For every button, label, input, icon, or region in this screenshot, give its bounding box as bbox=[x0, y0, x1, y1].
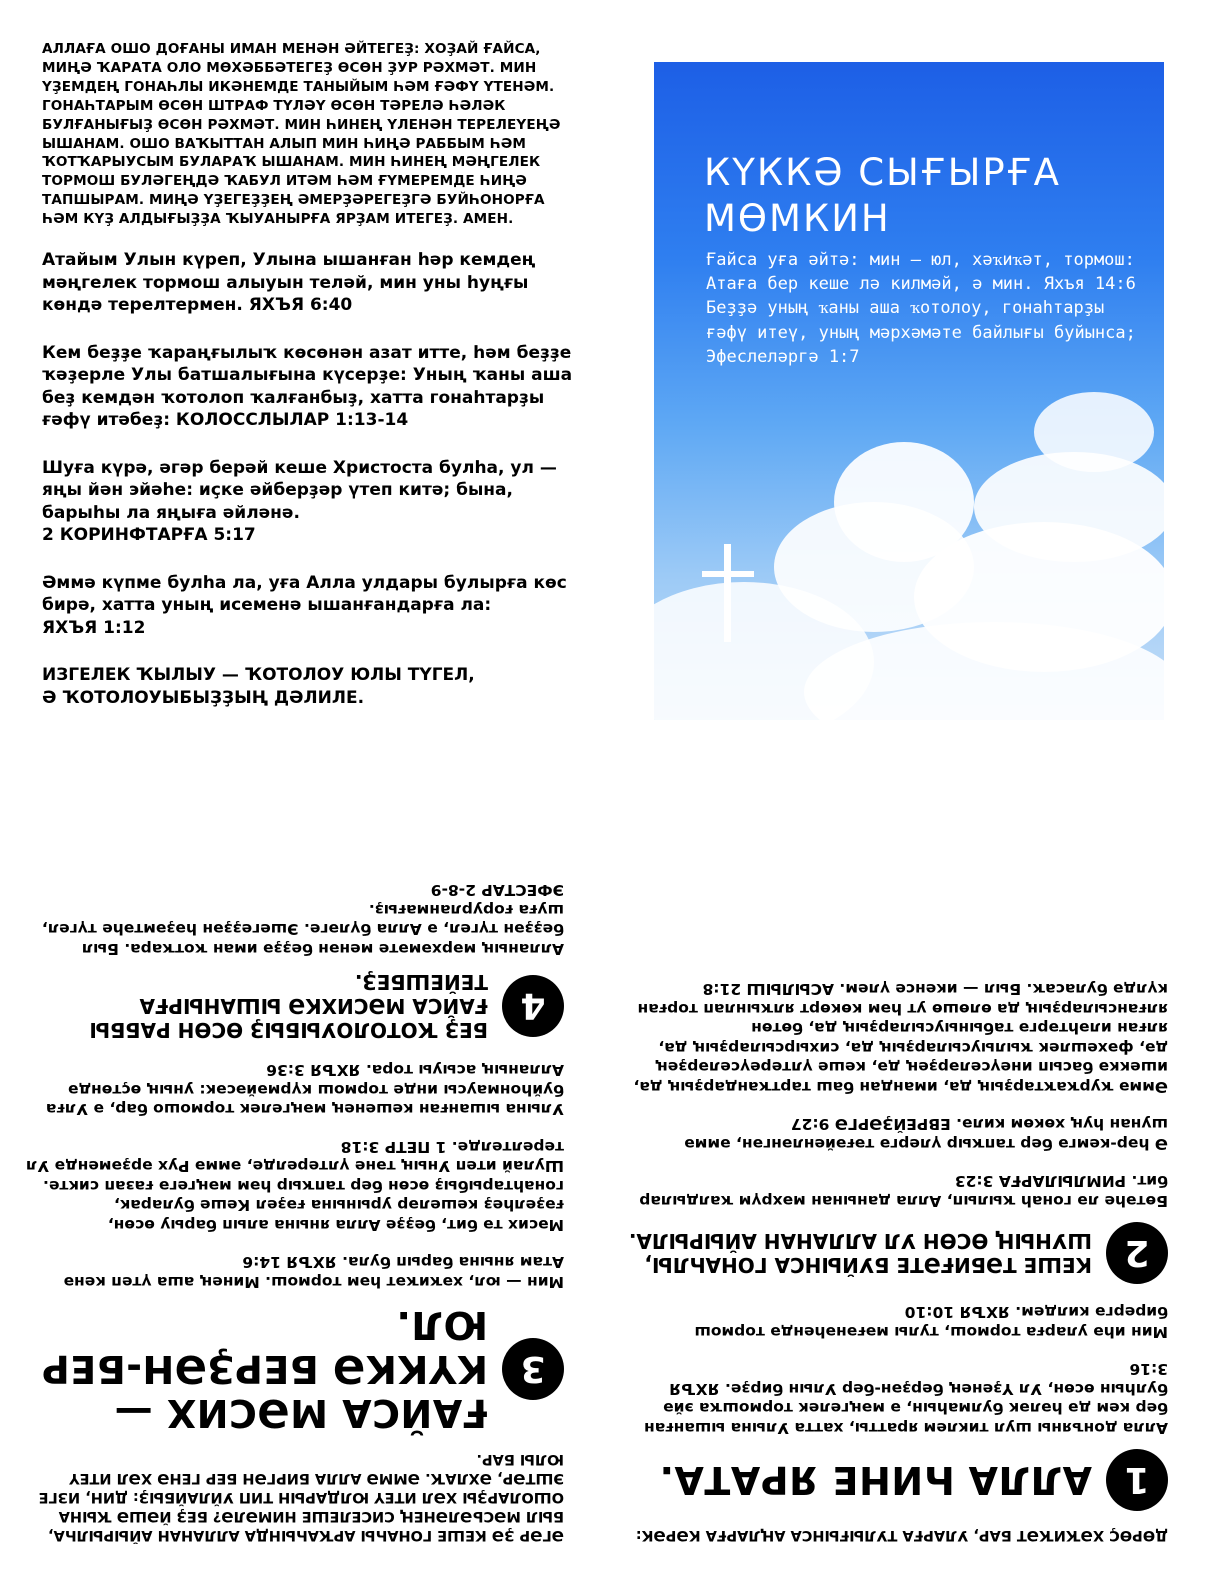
upper-text-column bbox=[42, 40, 582, 709]
inverted-half bbox=[0, 792, 1224, 1584]
step-text: Мин иһә уларға тормош, тулы мәғәнәһендә тормош бирергә килдем. ЯХЪЯ 10:10 bbox=[694, 1303, 1168, 1341]
sky-card bbox=[654, 62, 1164, 720]
step-text bbox=[24, 880, 564, 958]
verse-text: Әммә күпме булһа ла, уға Алла улдары булырға көс бирә, хатта уның исеменә ышанғандарға ла: bbox=[42, 572, 567, 616]
step-text: Мәсих тә бит, беҙҙе Алла янына алып барыу өсөн, ғәҙелһеҙ кешеләр урынына ғәҙел Кеше буларак, гонаһтарыбыҙ өсөн бер тапҡыр һәм мәңгегә ғазап сикте. Шулай итеп Уның тәне үлтерелде, әммә Рух әрҙәмендә Ул терелтелде. 1 ПЕТР 3:18 bbox=[25, 1138, 564, 1234]
step-number-badge: 2 bbox=[1106, 1222, 1168, 1284]
step-title: АЛЛА ҺИНЕ ЯРАТА. bbox=[659, 1458, 1092, 1502]
card-title: КҮККӘ СЫҒЫРҒА МӨМКИН bbox=[704, 151, 1061, 240]
step-text: Ә һәр-кемгә бер тапҡыр үлергә тәғәйенләнгән, әммә шунан һуң хөкөм килә. ЕВРЕЙҘӘРГӘ 9:27 bbox=[684, 1115, 1168, 1153]
cross-icon bbox=[702, 544, 754, 642]
step-number-badge: 4 bbox=[502, 975, 564, 1037]
verse-text: Кем беҙҙе ҡараңғылыҡ көсөнән азат итте, һәм беҙҙе ҡәҙерле Улы батшалығына күсерҙе: Уның ҡаны аша беҙ кемдән ҡотолоп ҡалғанбыҙ, хатта гонаһтарҙы ғәфү итәбеҙ: bbox=[42, 342, 573, 431]
verse-block bbox=[42, 457, 582, 547]
step-1-heading bbox=[628, 1449, 1168, 1511]
step-text: Мин — юл, хәҡиҡәт һәм тормош. Минең аша үтеп кенә Атам янына барып була. ЯХЪЯ 14:6 bbox=[63, 1253, 564, 1291]
step-ref: ЭФЕСТАР 2-8-9 bbox=[430, 881, 564, 900]
verse-text: Шуға күрә, әгәр берәй кеше Христоста булһа, ул — яңы йән эйәһе: иҫке әйберҙәр үтеп китә; бына, барыһы ла яңыға әйләнә. bbox=[42, 457, 557, 523]
step-number-badge: 3 bbox=[502, 1338, 564, 1400]
verse-ref: 2 КОРИНФТАРҒА 5:17 bbox=[42, 525, 256, 546]
verse-block bbox=[42, 342, 582, 432]
closing-line-2: Ә ҠОТОЛОУЫБЫҘҘЫҢ ДӘЛИЛЕ. bbox=[42, 687, 365, 708]
panel-intro: ДӨРӨҪ ХӘҠИҠӘТ БАР, УЛАРҒА ТУЛЫҒЫНСА АҢЛАРҒА КӘРӘК: bbox=[635, 1527, 1168, 1543]
step-4-heading bbox=[24, 970, 564, 1042]
verse-ref: КОЛОССЛЫЛАР 1:13-14 bbox=[175, 410, 409, 431]
step-title: КЕШЕ ТӘБИҒӘТЕ БУЙЫНСА ГОНАҺЛЫ, ШУНЫҢ ӨСӨН УЛ АЛЛАНАН АЙЫРЫЛА. bbox=[628, 1229, 1092, 1277]
step-title: ҒАЙСА МӘСИХ — КҮККӘ БЕРҘӘН-БЕР ЮЛ. bbox=[41, 1303, 488, 1435]
step-text: Бөтәһе лә гонаһ ҡылып, Алла данынан мәхрүм ҡалдылар бит. РИМЛЫЛАРҒА 3:23 bbox=[639, 1172, 1168, 1210]
steps-panel-3-4 bbox=[24, 862, 564, 1544]
step-text: Улына ышанған кешенең мәңгелек тормошо бар, ә Улға буйһонмаусы инде тормош күрмәйәсәк: уның өҫтөндә Алланың асыуы тора. ЯХЪЯ 3:36 bbox=[45, 1061, 564, 1119]
steps-panel-1-2 bbox=[628, 961, 1168, 1544]
step-text: Әммә ҡурҡаҡтарҙың да, имандан баш тартҡандарҙың да, ишеккә басып инеүселәрҙең дә, кеше үлтереүселәрҙең дә, фәхешлек ҡылыусыларҙың да, сихырсыларҙың да, ялған иләһтәргә табыныусыларҙың да, бөтөн ялғансыларҙың да өлөшө ут һәм көкөрт ялҡынлап торған күлдә буласаҡ. Был — икенсе үлем. АСЫЛЫШ 21:8 bbox=[633, 980, 1168, 1096]
card-verse-1: Ғайса уға әйтә: мин — юл, хәҡиҡәт, тормош: Атаға бер кеше лә килмәй, ә мин. Яхъя 14:6 bbox=[706, 250, 1136, 295]
verse-ref: ЯХЪЯ 6:40 bbox=[248, 295, 353, 316]
card-text bbox=[706, 248, 1146, 369]
verse-block bbox=[42, 249, 582, 317]
step-number-badge: 1 bbox=[1106, 1449, 1168, 1511]
prayer-text: АЛЛАҒА ОШО ДОҒАНЫ ИМАН МЕНӘН ӘЙТЕГЕҘ: ХОҘАЙ ҒАЙСА, МИҢӘ ҠАРАТА ОЛО МӨХӘББӘТЕГЕҘ ӨСӨН ҘУР РӘХМӘТ. МИН ҮҘЕМДЕҢ ГОНАҺЛЫ ИКӘНЕМДЕ ТАНЫЙЫМ ҺӘМ ҒӘФҮ ҮТЕНӘМ. ГОНАҺТАРЫМ ӨСӨН ШТРАФ ТҮЛӘҮ ӨСӨН ТӘРЕЛӘ ҺӘЛӘК БУЛҒАНЫҒЫҘ ӨСӨН РӘХМӘТ. МИН ҺИНЕҢ ҮЛЕНӘН ТЕРЕЛЕҮЕҢӘ ЫШАНАМ. ОШО ВАҠЫТТАН АЛЫП МИН ҺИҢӘ РАББЫМ ҺӘМ ҠОТҠАРЫУСЫМ БУЛАРАҠ ЫШАНАМ. МИН ҺИНЕҢ МӘҢГЕЛЕК ТОРМОШ БУЛӘГЕҢДӘ ҠАБУЛ ИТӘМ ҺӘМ ҒҮМЕРЕМДЕ ҺИҢӘ ТАПШЫРАМ. МИҢӘ ҮҘЕГЕҘҘЕҢ ӘМЕРҘӘРЕГЕҘГӘ БУЙҺОНОРҒА ҺӘМ КҮҘ АЛДЫҒЫҘҘА ҠЫУАНЫРҒА ЯРҘАМ ИТЕГЕҘ. АМЕН. bbox=[42, 41, 561, 228]
verse-block bbox=[42, 572, 582, 640]
verse-text: Атайым Улын күреп, Улына ышанған һәр кемдең мәңгелек тормош алыуын теләй, мин уны һуңғы көндә терелтермен. bbox=[42, 250, 536, 316]
card-verse-2: Беҙҙә уның ҡаны аша ҡотолоу, гонаһтарҙы ғәфү итеү, уның мәрхәмәте байлығы буйынса; Эфеслеләргә 1:7 bbox=[706, 298, 1136, 367]
panel-intro: ӘГӘР ҘӘ КЕШЕ ГОНАҺЫ АРҠАҺЫНДА АЛЛАНАН АЙЫРЫЛҺА, БЫЛ МӘСЬӘЛӘНЕҢ СИСЕЛЕШЕ НИМӘЛӘ? БЕҘ ЙӘШӘ ҠЫНА ОШОЛАРҘЫ ХӘЛ ИТЕҮ ЮЛДАРЫН ТИП УЙЛАЙБЫҘ: ДИН, ИЗГЕ ЭШТӘР, ӘХЛАҠ. ӘММӘ АЛЛА БИРГӘН БЕР ГЕНӘ ХӘЛ ИТЕҮ ЮЛЫ БАР. bbox=[38, 1451, 564, 1543]
step-text-body: Алланың мәрхәмәте менән беҙҙә иман ҡотҡара. Был беҙҙән түгел, ә Алла бүләге. Эшегеҙҙән һәҙәмтәһе түгел, шуға ғорурланмағыҙ. bbox=[41, 901, 564, 958]
step-title: БЕҘ ҠОТОЛОУЫБЫҘ ӨСӨН РАББЫ ҒАЙСА МӘСИХКӘ ЫШАНЫРҒА ТЕЙЕШБЕҘ. bbox=[89, 970, 488, 1042]
step-3-heading bbox=[24, 1303, 564, 1435]
verse-ref: ЯХЪЯ 1:12 bbox=[42, 617, 146, 638]
step-text: Алла донъяны шул тиклем яратты, хатта Улына ышанған бер кем дә һәләк булмаһын, ә мәңгелек тормошҡа эйә булһын өсөн, Ул Үҙенең берҙән-бер Улын бирҙе. ЯХЪЯ 3:16 bbox=[644, 1360, 1168, 1437]
step-2-heading bbox=[628, 1222, 1168, 1284]
closing-statement bbox=[42, 664, 582, 709]
closing-line-1: ИЗГЕЛЕК ҠЫЛЫУ — ҠОТОЛОУ ЮЛЫ ТҮГЕЛ, bbox=[42, 665, 475, 686]
